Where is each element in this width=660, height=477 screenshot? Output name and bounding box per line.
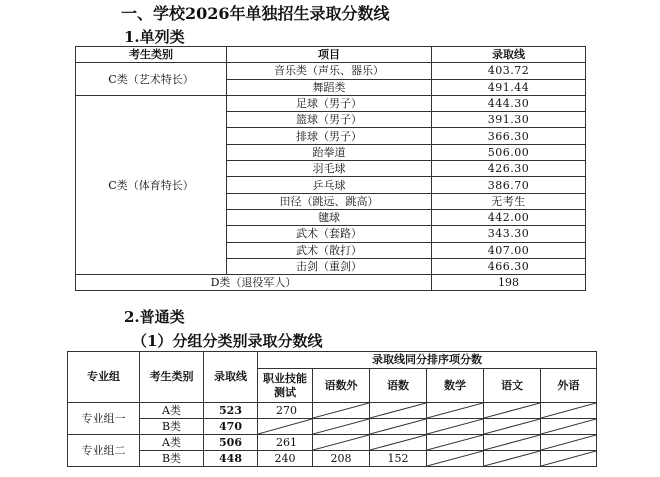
item-cell: 羽毛球 <box>227 161 432 177</box>
col-header-item: 项目 <box>227 47 432 63</box>
empty-diagonal-cell <box>370 435 427 451</box>
col-header-tiebreak-group: 录取线同分排序项分数 <box>258 352 597 369</box>
item-cell: 击剑（重剑） <box>227 258 432 274</box>
empty-diagonal-cell <box>484 419 541 435</box>
col-header-category: 考生类别 <box>76 47 227 63</box>
item-cell: 排球（男子） <box>227 128 432 144</box>
table-row <box>76 95 586 111</box>
subsection-heading-general-category: 2.普通类 <box>124 308 185 326</box>
score-cell: 444.30 <box>432 95 586 111</box>
group-cell: 专业组一 <box>68 403 140 435</box>
empty-diagonal-cell <box>541 419 597 435</box>
col-header-group: 专业组 <box>68 352 140 403</box>
table-row <box>76 63 586 79</box>
score-cell: 343.30 <box>432 226 586 242</box>
col-header-vocational: 职业技能测试 <box>258 369 313 403</box>
table-row <box>76 275 586 291</box>
empty-diagonal-cell <box>370 403 427 419</box>
table-header-row <box>76 47 586 63</box>
group-cell: 专业组二 <box>68 435 140 467</box>
category-cell: C类（艺术特长） <box>76 63 227 96</box>
col-header-chinese: 语文 <box>484 369 541 403</box>
item-cell: 足球（男子） <box>227 95 432 111</box>
empty-diagonal-cell <box>427 451 484 467</box>
category-cell: C类（体育特长） <box>76 95 227 274</box>
score-cell: 403.72 <box>432 63 586 79</box>
item-cell: 毽球 <box>227 209 432 225</box>
math-foreign-cell: 208 <box>313 451 370 467</box>
category-cell: B类 <box>140 451 204 467</box>
score-cell: 426.30 <box>432 161 586 177</box>
score-cell: 466.30 <box>432 258 586 274</box>
group-score-table <box>67 351 597 467</box>
table-row <box>68 403 597 419</box>
subsection-heading-single-category: 1.单列类 <box>124 28 185 46</box>
score-cell: 391.30 <box>432 112 586 128</box>
single-category-score-table <box>75 46 586 291</box>
item-cell: 音乐类（声乐、器乐） <box>227 63 432 79</box>
col-header-score: 录取线 <box>432 47 586 63</box>
score-cell: 366.30 <box>432 128 586 144</box>
col-header-foreign: 外语 <box>541 369 597 403</box>
empty-diagonal-cell <box>258 419 313 435</box>
empty-diagonal-cell <box>313 435 370 451</box>
table-header-row <box>68 352 597 369</box>
vocational-cell: 270 <box>258 403 313 419</box>
col-header-category: 考生类别 <box>140 352 204 403</box>
empty-diagonal-cell <box>484 435 541 451</box>
empty-diagonal-cell <box>541 403 597 419</box>
score-cell: 442.00 <box>432 209 586 225</box>
item-cell: 武术（套路） <box>227 226 432 242</box>
score-cell: 491.44 <box>432 79 586 95</box>
score-cell: 506.00 <box>432 144 586 160</box>
score-cell: 523 <box>204 403 258 419</box>
item-cell: 乒乓球 <box>227 177 432 193</box>
empty-diagonal-cell <box>541 435 597 451</box>
category-cell: A类 <box>140 403 204 419</box>
empty-diagonal-cell <box>484 451 541 467</box>
empty-diagonal-cell <box>484 403 541 419</box>
item-cell: 篮球（男子） <box>227 112 432 128</box>
score-cell: 448 <box>204 451 258 467</box>
category-cell: A类 <box>140 435 204 451</box>
table-row <box>68 435 597 451</box>
empty-diagonal-cell <box>427 403 484 419</box>
vocational-cell: 261 <box>258 435 313 451</box>
item-cell: 跆拳道 <box>227 144 432 160</box>
col-header-score: 录取线 <box>204 352 258 403</box>
veteran-category-cell: D类（退役军人） <box>76 275 432 291</box>
empty-diagonal-cell <box>313 419 370 435</box>
col-header-chinese-math: 语数 <box>370 369 427 403</box>
score-cell: 506 <box>204 435 258 451</box>
score-cell: 386.70 <box>432 177 586 193</box>
empty-diagonal-cell <box>370 419 427 435</box>
table-row <box>68 419 597 435</box>
empty-diagonal-cell <box>427 435 484 451</box>
score-cell: 198 <box>432 275 586 291</box>
item-cell: 舞蹈类 <box>227 79 432 95</box>
col-header-math: 数学 <box>427 369 484 403</box>
empty-diagonal-cell <box>427 419 484 435</box>
score-cell: 无考生 <box>432 193 586 209</box>
section-heading-1: 一、学校2026年单独招生录取分数线 <box>121 4 390 23</box>
category-cell: B类 <box>140 419 204 435</box>
score-cell: 470 <box>204 419 258 435</box>
score-cell: 407.00 <box>432 242 586 258</box>
vocational-cell: 240 <box>258 451 313 467</box>
col-header-math-foreign: 语数外 <box>313 369 370 403</box>
empty-diagonal-cell <box>541 451 597 467</box>
table-row <box>68 451 597 467</box>
empty-diagonal-cell <box>313 403 370 419</box>
item-cell: 武术（散打） <box>227 242 432 258</box>
item-cell: 田径（跳远、跳高） <box>227 193 432 209</box>
chinese-math-cell: 152 <box>370 451 427 467</box>
subsection-heading-group-scores: （1）分组分类别录取分数线 <box>132 332 323 350</box>
